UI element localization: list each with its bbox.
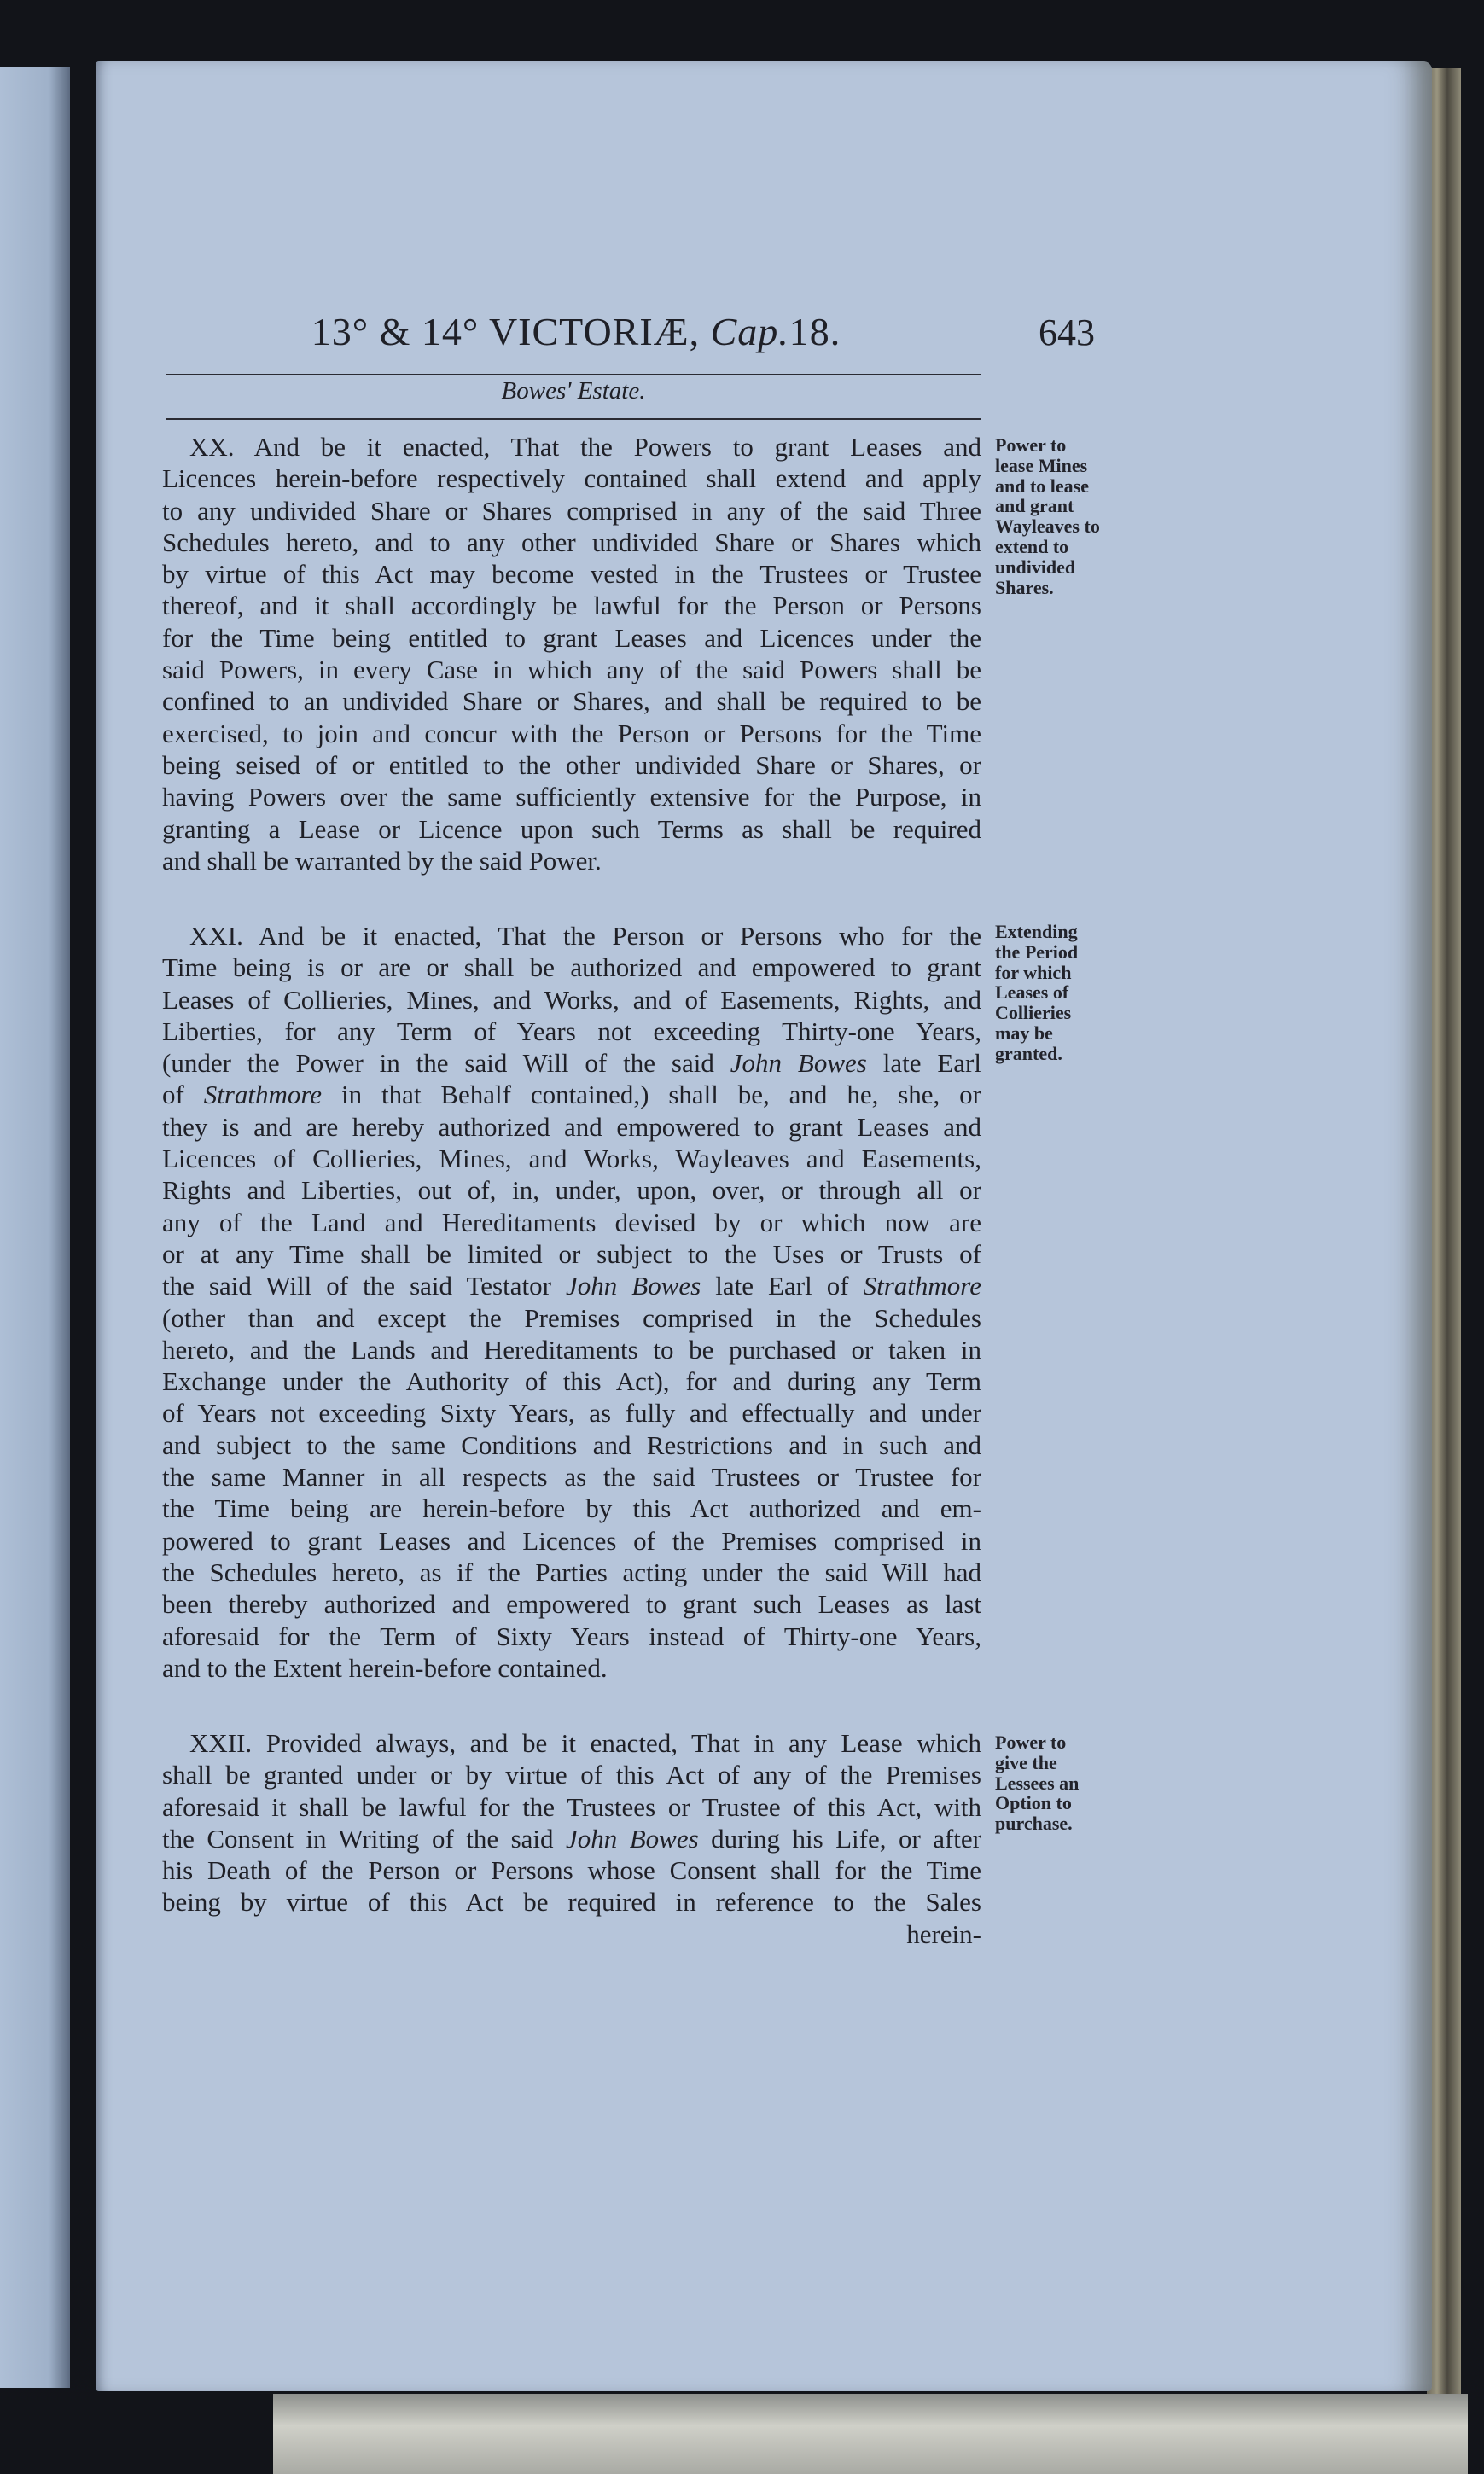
text-line: hereto, and the Lands and Hereditaments to be purchased or taken in [162,1334,981,1365]
section-xx-margin-note [995,435,1140,597]
italic-name: Strathmore [863,1271,981,1301]
text-line: of Years not exceeding Sixty Years, as fully and effectually and under [162,1398,981,1429]
margin-note-line: granted. [995,1042,1062,1064]
text-line: aforesaid for the Term of Sixty Years instead of Thirty-one Years, [162,1621,981,1651]
margin-note-line: the Period [995,940,1079,963]
header-rule-top [166,374,981,375]
text-line: XXII. Provided always, and be it enacted, That in any Lease which [189,1728,981,1758]
margin-note-line: Power to [995,434,1067,456]
text-line [162,1079,981,1110]
text-line: and subject to the same Conditions and Restrictions and in such and [162,1429,981,1460]
italic-name: Strathmore [203,1080,323,1110]
page-header-title [299,309,853,354]
italic-name: John Bowes [566,1823,699,1854]
text-line: having Powers over the same sufficiently extensive for the Purpose, in [162,782,981,812]
margin-note-line: and to lease [995,474,1089,497]
text-line: granting a Lease or Licence upon such Terms as shall be required [162,813,981,844]
chapter-number: 18. [789,310,841,353]
chapter-label: Cap. [710,310,789,353]
italic-name: John Bowes [565,1271,701,1301]
text-segment: during his Life, or after [698,1823,981,1854]
section-xx-text [162,431,981,876]
text-line: the Schedules hereto, as if the Parties acting under the said Will had [162,1557,981,1587]
text-line: to any undivided Share or Shares comprised in any of the said Three [162,495,981,526]
margin-note-line: and grant [995,495,1074,517]
text-line: and shall be warranted by the said Power. [162,845,602,876]
margin-note-line: purchase. [995,1813,1073,1835]
text-line: his Death of the Person or Persons whose Consent shall for the Time [162,1855,981,1886]
margin-note-line: Lessees an [995,1772,1080,1794]
text-line: Rights and Liberties, out of, in, under, upon, over, or through all or [162,1175,981,1206]
text-line: they is and are hereby authorized and empowered to grant Leases and [162,1111,981,1142]
text-line: Schedules hereto, and to any other undivided Share or Shares which [162,527,981,557]
page-number: 643 [1039,311,1095,353]
margin-note-line: for which [995,961,1072,983]
text-line: or at any Time shall be limited or subject to the Uses or Trusts of [162,1238,981,1269]
text-line: herein- [906,1918,981,1949]
text-line: Licences of Collieries, Mines, and Works, Wayleaves and Easements, [162,1144,981,1174]
section-xxii-text [162,1727,981,1950]
text-line [162,1047,981,1079]
margin-note-line: Wayleaves to [995,515,1100,538]
act-regnal-year: 13° & 14° VICTORIÆ, [311,310,701,353]
text-segment: the said Will of the said Testator [162,1271,566,1301]
text-line: Exchange under the Authority of this Act), for and during any Term [162,1366,981,1397]
text-line: powered to grant Leases and Licences of the Premises comprised in [162,1525,981,1556]
section-xxi-text [162,920,981,1684]
facing-page-edge [0,67,70,2388]
text-line: and to the Extent herein-before contained. [162,1652,608,1683]
text-segment: of [162,1080,204,1110]
text-line: being by virtue of this Act be required in reference to the Sales [162,1887,981,1918]
text-line [162,1270,981,1301]
section-xxii-margin-note [995,1732,1140,1834]
text-line: Licences herein-before respectively contained shall extend and apply [162,463,981,494]
text-segment: late Earl of [701,1271,864,1301]
margin-note-line: Collieries [995,1002,1072,1024]
text-segment: late Earl [866,1048,981,1079]
text-line: the same Manner in all respects as the said Trustees or Trustee for [162,1462,981,1493]
italic-name: John Bowes [730,1048,867,1079]
margin-note-line: give the [995,1751,1057,1773]
text-line: XX. And be it enacted, That the Powers to grant Leases and [189,432,981,462]
text-segment: (under the Power in the said Will of the said [162,1048,730,1079]
text-line: been thereby authorized and empowered to grant such Leases as last [162,1589,981,1620]
page-bottom-edges [273,2394,1468,2474]
margin-note-line: Option to [995,1792,1072,1814]
text-line: by virtue of this Act may become vested in the Trustees or Trustee [162,559,981,590]
text-line: the Time being are herein-before by this Act authorized and em- [162,1493,981,1524]
running-title: Bowes' Estate. [501,377,646,405]
text-line: said Powers, in every Case in which any of the said Powers shall be [162,655,981,685]
margin-note-line: may be [995,1022,1053,1044]
text-line: for the Time being entitled to grant Leases and Licences under the [162,622,981,653]
margin-note-line: Shares. [995,576,1054,598]
text-line [162,1823,981,1854]
header-rule-bottom [166,418,981,420]
margin-note-line: Power to [995,1732,1067,1753]
text-line: exercised, to join and concur with the Person or Persons for the Time [162,718,981,748]
text-segment: in that Behalf contained,) shall be, and he, she, or [322,1080,981,1110]
text-line: thereof, and it shall accordingly be lawful for the Person or Persons [162,591,981,621]
margin-note-line: lease Mines [995,454,1088,476]
text-line: Time being is or are or shall be authorized and empowered to grant [162,952,981,983]
text-line: Liberties, for any Term of Years not exceeding Thirty-one Years, [162,1016,981,1046]
page-block-edges [1427,68,1461,2407]
text-line: any of the Land and Hereditaments devised by or which now are [162,1207,981,1237]
text-line: confined to an undivided Share or Shares, and shall be required to be [162,686,981,717]
text-line: shall be granted under or by virtue of this Act of any of the Premises [162,1760,981,1790]
text-segment: the Consent in Writing of the said [162,1823,566,1854]
text-line: aforesaid it shall be lawful for the Trustees or Trustee of this Act, with [162,1791,981,1822]
section-xxi-margin-note [995,922,1140,1064]
margin-note-line: extend to [995,535,1069,557]
margin-note-line: Leases of [995,981,1069,1004]
margin-note-line: undivided [995,556,1076,578]
margin-note-line: Extending [995,921,1078,942]
text-line: being seised of or entitled to the other undivided Share or Shares, or [162,749,981,780]
text-line: Leases of Collieries, Mines, and Works, and of Easements, Rights, and [162,984,981,1015]
text-line: (other than and except the Premises comprised in the Schedules [162,1302,981,1333]
text-line: XXI. And be it enacted, That the Person or Persons who for the [189,921,981,951]
